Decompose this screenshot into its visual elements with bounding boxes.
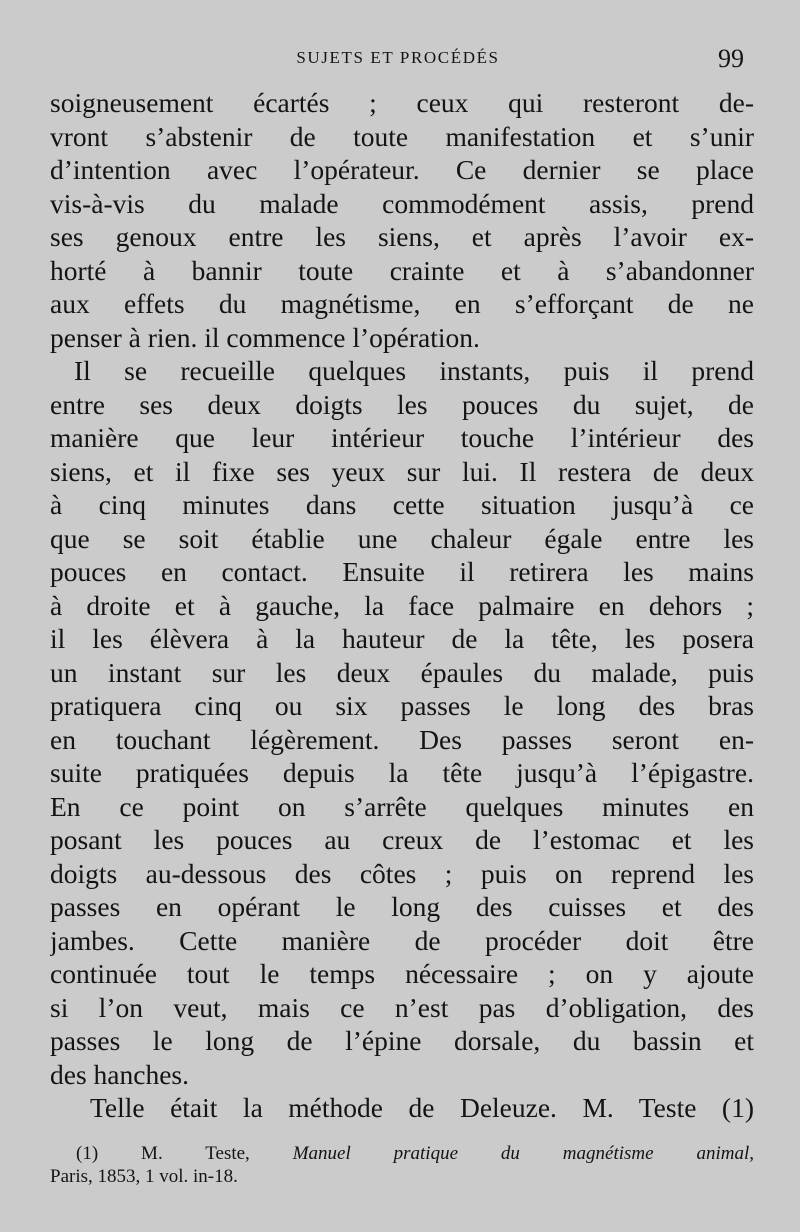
text-line: continuée tout le temps nécessaire ; on y ajoute (50, 958, 754, 989)
footnote-line: Paris, 1853, 1 vol. in-18. (50, 1166, 238, 1187)
text-line: jambes. Cette manière de procéder doit être (50, 924, 754, 956)
text-line: entre ses deux doigts les pouces du sujet, de (50, 388, 754, 420)
text-line: horté à bannir toute crainte et à s’abandonner (50, 254, 754, 286)
text-line: penser à rien. il commence l’opération. (50, 321, 480, 353)
text-line: pratiquera cinq ou six passes le long des bras (50, 690, 754, 721)
text-line: pouces en contact. Ensuite il retirera les mains (50, 556, 754, 587)
footnote-book-title: Manuel pratique du magnétisme animal, (292, 1143, 754, 1164)
page-number: 99 (718, 44, 744, 73)
text-line: doigts au-dessous des côtes ; puis on reprend les (50, 857, 754, 889)
footnote (50, 1142, 754, 1188)
text-line: manière que leur intérieur touche l’intérieur des (50, 422, 754, 453)
text-line: En ce point on s’arrête quelques minutes en (50, 790, 754, 822)
text-line: passes en opérant le long des cuisses et des (50, 891, 754, 922)
body-text (50, 86, 754, 1125)
text-line: d’intention avec l’opérateur. Ce dernier se place (50, 154, 754, 185)
text-line: suite pratiquées depuis la tête jusqu’à l’épigastre. (50, 757, 754, 788)
text-line: si l’on veut, mais ce n’est pas d’obligation, des (50, 991, 754, 1023)
text-line: que se soit établie une chaleur égale entre les (50, 522, 754, 554)
text-line: aux effets du magnétisme, en s’efforçant de ne (50, 288, 754, 319)
text-line: vront s’abstenir de toute manifestation et s’unir (50, 120, 754, 152)
text-line: des hanches. (50, 1058, 189, 1090)
running-head-title: SUJETS ET PROCÉDÉS (296, 48, 500, 67)
text-line: à cinq minutes dans cette situation jusqu’à ce (50, 489, 754, 520)
text-line: il les élèvera à la hauteur de la tête, les posera (50, 623, 754, 654)
footnote-line (50, 1142, 754, 1165)
text-line: en touchant légèrement. Des passes seront en- (50, 723, 754, 755)
text-line: Telle était la méthode de Deleuze. M. Teste (1) (90, 1092, 754, 1123)
text-line: siens, et il fixe ses yeux sur lui. Il restera de deux (50, 455, 754, 487)
running-head (48, 46, 748, 76)
text-line: vis-à-vis du malade commodément assis, prend (50, 187, 754, 219)
footnote-prefix: (1) M. Teste, (76, 1143, 293, 1164)
text-line: passes le long de l’épine dorsale, du bassin et (50, 1025, 754, 1056)
text-line: posant les pouces au creux de l’estomac et les (50, 824, 754, 855)
text-line: ses genoux entre les siens, et après l’avoir ex- (50, 221, 754, 252)
text-line: soigneusement écartés ; ceux qui resteront de- (50, 87, 754, 118)
text-line: à droite et à gauche, la face palmaire en dehors ; (50, 589, 754, 621)
text-line: Il se recueille quelques instants, puis il prend (74, 355, 754, 386)
text-line: un instant sur les deux épaules du malade, puis (50, 656, 754, 688)
